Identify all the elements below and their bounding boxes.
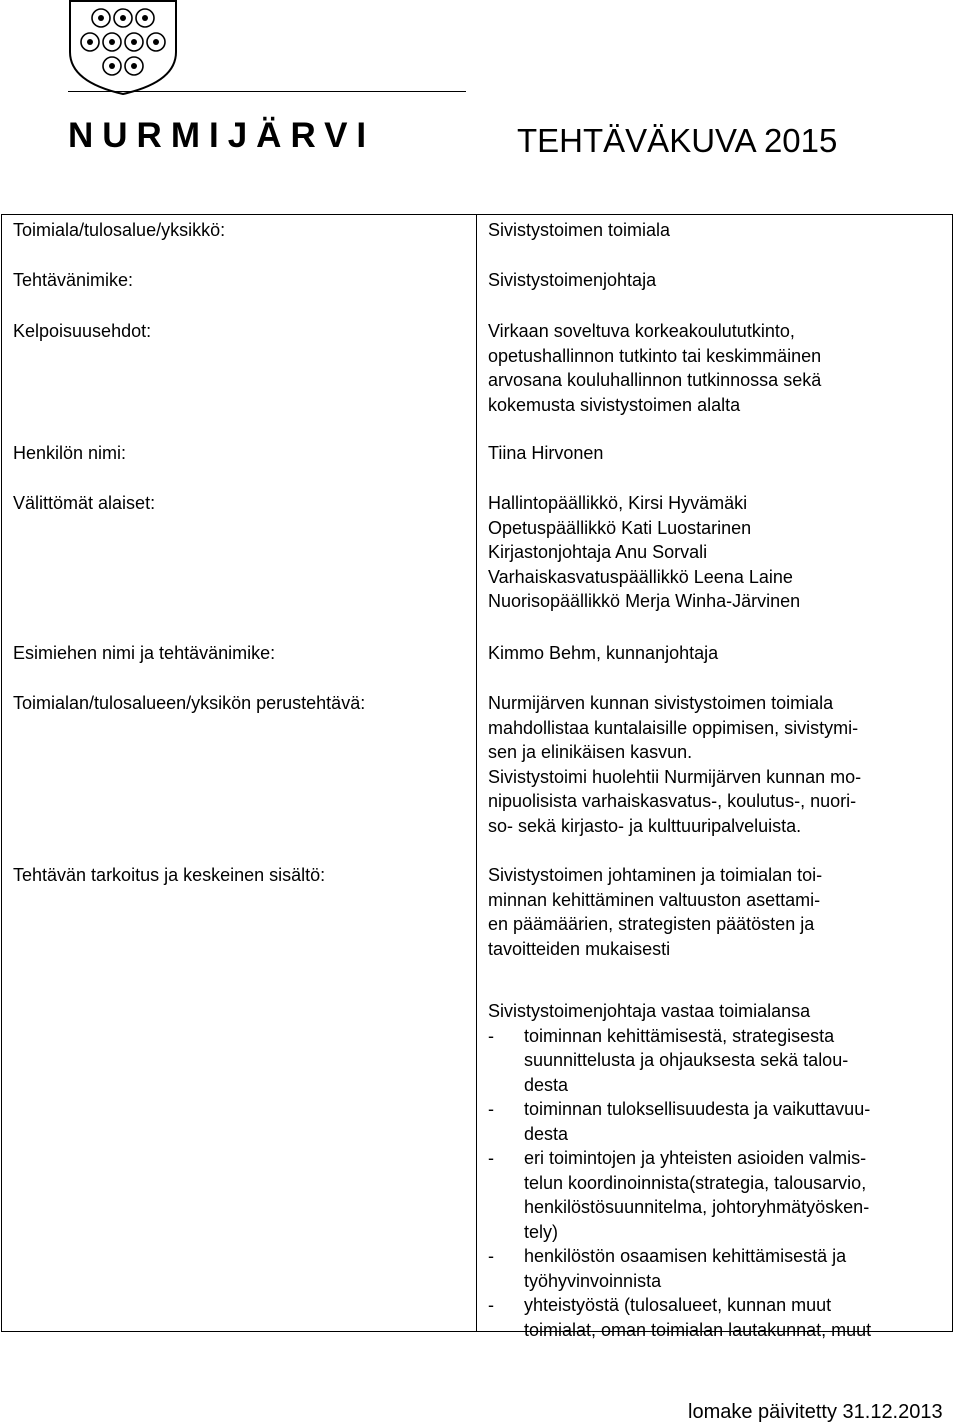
value-person-name: Tiina Hirvonen: [488, 443, 604, 463]
label-subordinates: Välittömät alaiset:: [13, 493, 156, 513]
list-item: - eri toimintojen ja yhteisten asioiden valmis- telun koordinoinnista(strategia, talousarvio, henkilöstösuunnitelma, johtoryhmätyösken- tely): [488, 1148, 870, 1242]
label-purpose: Tehtävän tarkoitus ja keskeinen sisältö:: [13, 865, 326, 885]
label-qualifications: Kelpoisuusehdot:: [13, 321, 152, 341]
list-item: - toiminnan tuloksellisuudesta ja vaikuttavuu- desta: [488, 1099, 871, 1144]
responsibilities: [488, 999, 871, 1342]
value-subordinates: Hallintopäällikkö, Kirsi Hyvämäki Opetuspäällikkö Kati Luostarinen Kirjastonjohtaja Anu Sorvali Varhaiskasvatuspäällikkö Leena Laine Nuorisopäällikkö Merja Winha-Järvinen: [488, 493, 801, 611]
list-item: - toiminnan kehittämisestä, strategisesta suunnittelusta ja ohjauksesta sekä talou- desta: [488, 1025, 849, 1095]
responsibilities-intro: Sivistystoimenjohtaja vastaa toimialansa: [488, 1001, 811, 1021]
value-basic-task: Nurmijärven kunnan sivistystoimen toimiala mahdollistaa kuntalaisille oppimisen, sivistymi- sen ja elinikäisen kasvun. Sivistystoimi huolehtii Nurmijärven kunnan mo- nipuolisista varhaiskasvatus-, koulutus-, nuori- so- sekä kirjasto- ja kulttuuripalveluista.: [488, 693, 862, 836]
logo-wordmark: NURMIJÄRVI: [68, 116, 376, 155]
value-job-title: Sivistystoimenjohtaja: [488, 270, 657, 290]
value-qualifications: Virkaan soveltuva korkeakoulututkinto, opetushallinnon tutkinto tai keskimmäinen arvosana kouluhallinnon tutkinnossa sekä kokemusta sivistystoimen alalta: [488, 321, 822, 415]
dash-bullet: -: [488, 1099, 494, 1119]
logo-rule: [68, 91, 466, 92]
dash-bullet: -: [488, 1246, 494, 1266]
list-item: - henkilöstön osaamisen kehittämisestä ja työhyvinvoinnista: [488, 1246, 847, 1291]
label-division: Toimiala/tulosalue/yksikkö:: [13, 220, 226, 240]
column-divider: [476, 215, 477, 1331]
label-basic-task: Toimialan/tulosalueen/yksikön perustehtävä:: [13, 693, 366, 713]
value-supervisor: Kimmo Behm, kunnanjohtaja: [488, 643, 719, 663]
dash-bullet: -: [488, 1025, 494, 1046]
label-person-name: Henkilön nimi:: [13, 443, 127, 463]
coat-of-arms-icon: [68, 0, 178, 95]
document-title: TEHTÄVÄKUVA 2015: [517, 122, 838, 159]
dash-bullet: -: [488, 1295, 494, 1315]
form-updated-note: lomake päivitetty 31.12.2013: [688, 1401, 943, 1423]
dash-bullet: -: [488, 1148, 494, 1168]
value-purpose: Sivistystoimen johtaminen ja toimialan toi- minnan kehittäminen valtuuston asettami- en päämäärien, strategisten päätösten ja tavoitteiden mukaisesti: [488, 865, 823, 959]
list-item: - yhteistyöstä (tulosalueet, kunnan muut toimialat, oman toimialan lautakunnat, muut: [488, 1295, 872, 1340]
municipality-logo: [0, 0, 470, 170]
value-division: Sivistystoimen toimiala: [488, 220, 671, 240]
label-supervisor: Esimiehen nimi ja tehtävänimike:: [13, 643, 276, 663]
label-job-title: Tehtävänimike:: [13, 270, 134, 290]
job-description-table: [1, 214, 953, 1340]
